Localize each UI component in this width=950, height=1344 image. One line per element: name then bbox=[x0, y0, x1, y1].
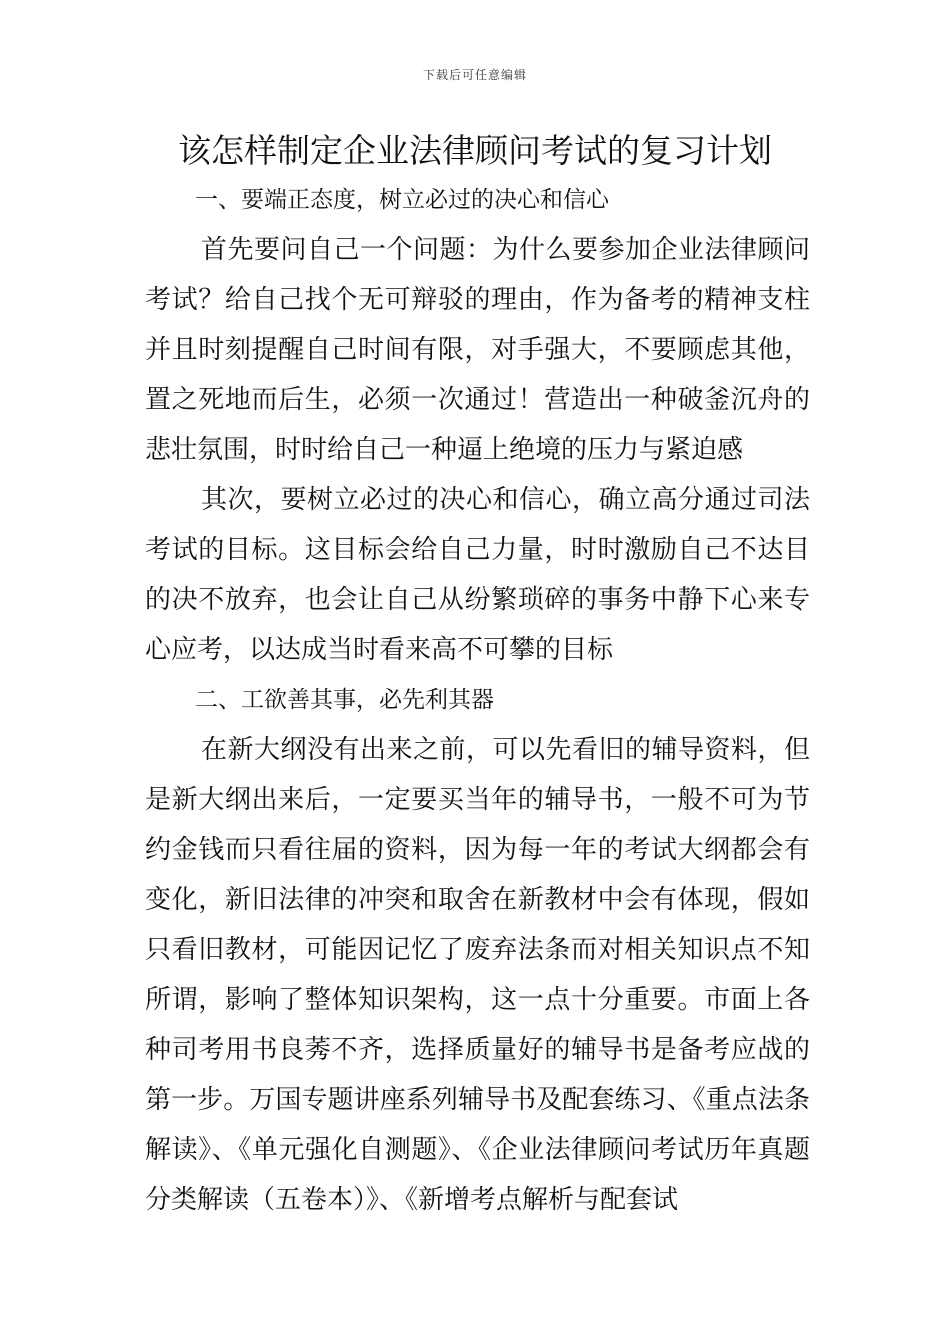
page-header: 下载后可任意编辑 bbox=[422, 68, 527, 82]
section-heading-2: 二、工欲善其事，必先利其器 bbox=[195, 687, 494, 713]
section-heading-1: 一、要端正态度，树立必过的决心和信心 bbox=[195, 187, 609, 213]
paragraph-1-2: 其次，要树立必过的决心和信心，确立高分通过司法考试的目标。这目标会给自己力量，时时激励自己不达目的决不放弃，也会让自己从纷繁琐碎的事务中静下心来专心应考，以达成当时看来高不可攀的目标 bbox=[145, 485, 810, 665]
document-title: 该怎样制定企业法律顾问考试的复习计划 bbox=[178, 131, 772, 170]
document-body bbox=[145, 175, 810, 1225]
paragraph-1-1: 首先要问自己一个问题：为什么要参加企业法律顾问考试？给自己找个无可辩驳的理由，作为备考的精神支柱并且时刻提醒自己时间有限，对手强大，不要顾虑其他，置之死地而后生，必须一次通过！营造出一种破釜沉舟的悲壮氛围，时时给自己一种逼上绝境的压力与紧迫感 bbox=[145, 235, 810, 465]
paragraph-2-1: 在新大纲没有出来之前，可以先看旧的辅导资料，但是新大纲出来后，一定要买当年的辅导书，一般不可为节约金钱而只看往届的资料，因为每一年的考试大纲都会有变化，新旧法律的冲突和取舍在新教材中会有体现，假如只看旧教材，可能因记忆了废弃法条而对相关知识点不知所谓，影响了整体知识架构，这一点十分重要。市面上各种司考用书良莠不齐，选择质量好的辅导书是备考应战的第一步。万国专题讲座系列辅导书及配套练习、《重点法条解读》、《单元强化自测题》、《企业法律顾问考试历年真题分类解读（五卷本）》、《新增考点解析与配套试 bbox=[145, 735, 810, 1215]
